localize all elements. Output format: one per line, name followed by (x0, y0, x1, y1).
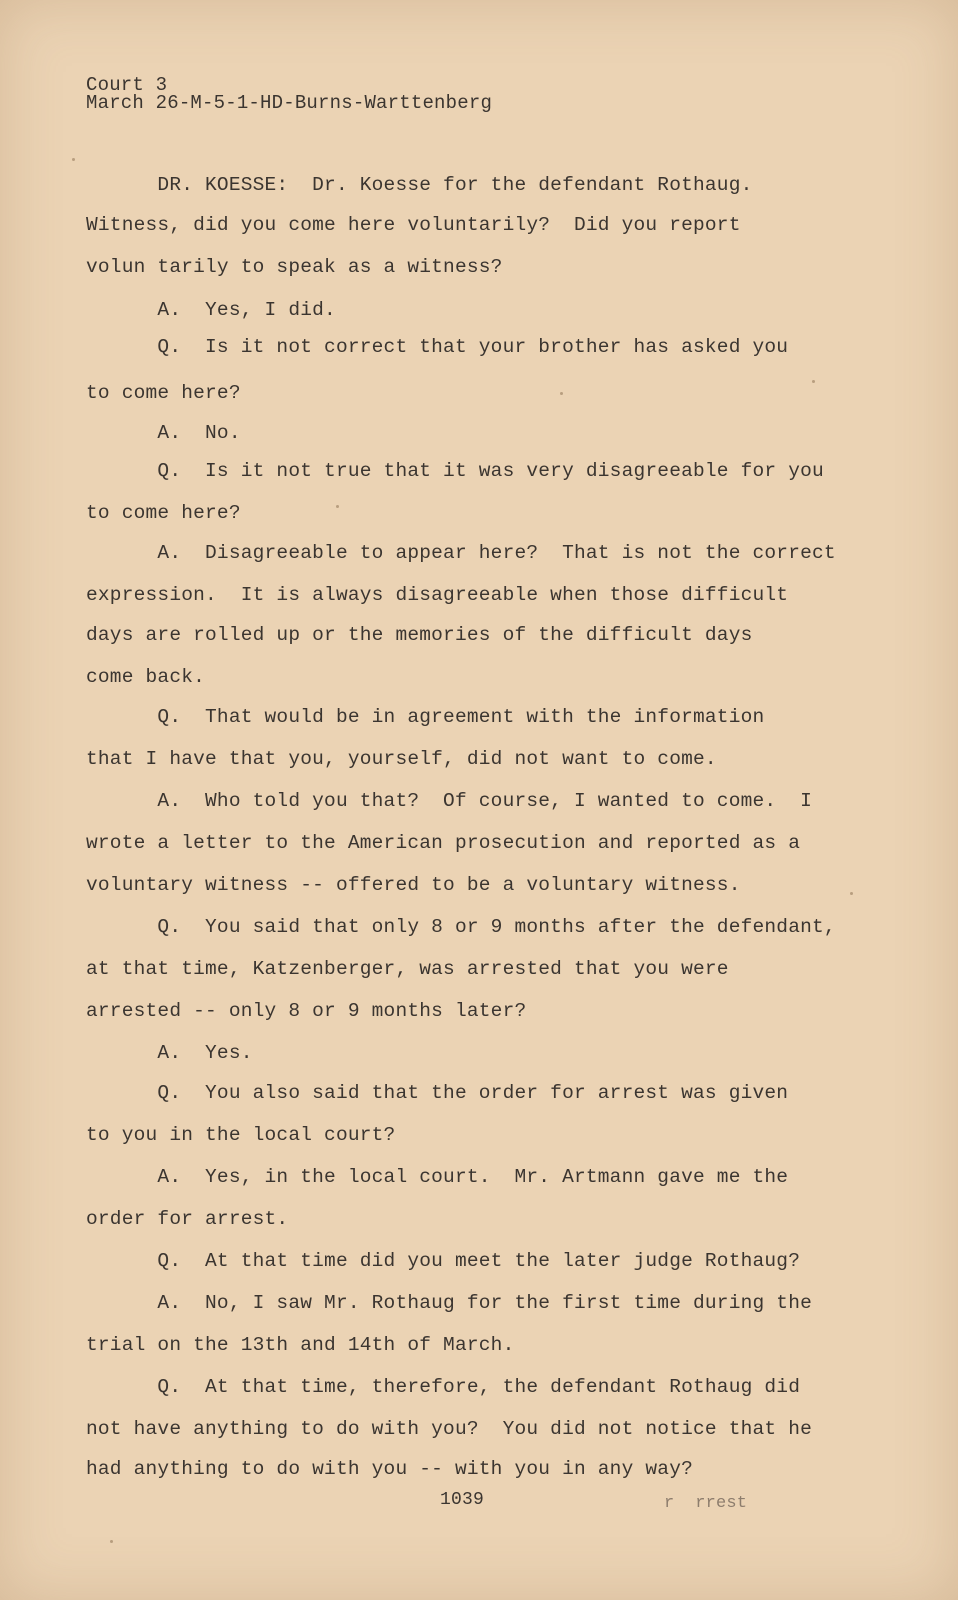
transcript-line: to you in the local court? (86, 1124, 396, 1146)
transcript-line: wrote a letter to the American prosecution and reported as a (86, 832, 801, 854)
transcript-line: A. Yes, in the local court. Mr. Artmann gave me the (86, 1166, 789, 1188)
transcript-line: trial on the 13th and 14th of March. (86, 1334, 515, 1356)
transcript-line: Q. That would be in agreement with the information (86, 706, 765, 728)
transcript-line: A. Disagreeable to appear here? That is not the correct (86, 542, 836, 564)
transcript-line: had anything to do with you -- with you in any way? (86, 1458, 693, 1480)
transcript-body (86, 0, 946, 1600)
court-label: Court 3 (86, 74, 168, 96)
transcript-line: Q. You said that only 8 or 9 months after the defendant, (86, 916, 836, 938)
bleed-through-text: r rrest (664, 1494, 748, 1513)
transcript-line: order for arrest. (86, 1208, 289, 1230)
page-number: 1039 (440, 1490, 485, 1510)
transcript-line: DR. KOESSE: Dr. Koesse for the defendant Rothaug. (86, 174, 753, 196)
transcript-line: A. Who told you that? Of course, I wanted to come. I (86, 790, 813, 812)
transcript-line: A. No. (86, 422, 241, 444)
transcript-line: Q. You also said that the order for arrest was given (86, 1082, 789, 1104)
transcript-line: Q. Is it not true that it was very disagreeable for you (86, 460, 824, 482)
transcript-line: days are rolled up or the memories of the difficult days (86, 624, 753, 646)
transcript-line: A. Yes. (86, 1042, 253, 1064)
paper-speckle (72, 158, 75, 161)
transcript-line: not have anything to do with you? You did not notice that he (86, 1418, 813, 1440)
transcript-line: A. Yes, I did. (86, 299, 336, 321)
transcript-line: come back. (86, 666, 206, 688)
transcript-line: to come here? (86, 382, 241, 404)
transcript-line: voluntary witness -- offered to be a voluntary witness. (86, 874, 741, 896)
transcript-line: at that time, Katzenberger, was arrested that you were (86, 958, 729, 980)
transcript-line: Witness, did you come here voluntarily? Did you report (86, 214, 741, 236)
transcript-line: Q. Is it not correct that your brother has asked you (86, 336, 789, 358)
transcript-line: to come here? (86, 502, 241, 524)
transcript-line: volun tarily to speak as a witness? (86, 256, 503, 278)
transcript-line: Q. At that time, therefore, the defendant Rothaug did (86, 1376, 801, 1398)
transcript-line: Q. At that time did you meet the later judge Rothaug? (86, 1250, 801, 1272)
transcript-line: expression. It is always disagreeable when those difficult (86, 584, 789, 606)
transcript-line: arrested -- only 8 or 9 months later? (86, 1000, 527, 1022)
case-reference: March 26-M-5-1-HD-Burns-Warttenberg (86, 92, 493, 114)
transcript-line: that I have that you, yourself, did not want to come. (86, 748, 717, 770)
transcript-line: A. No, I saw Mr. Rothaug for the first time during the (86, 1292, 813, 1314)
